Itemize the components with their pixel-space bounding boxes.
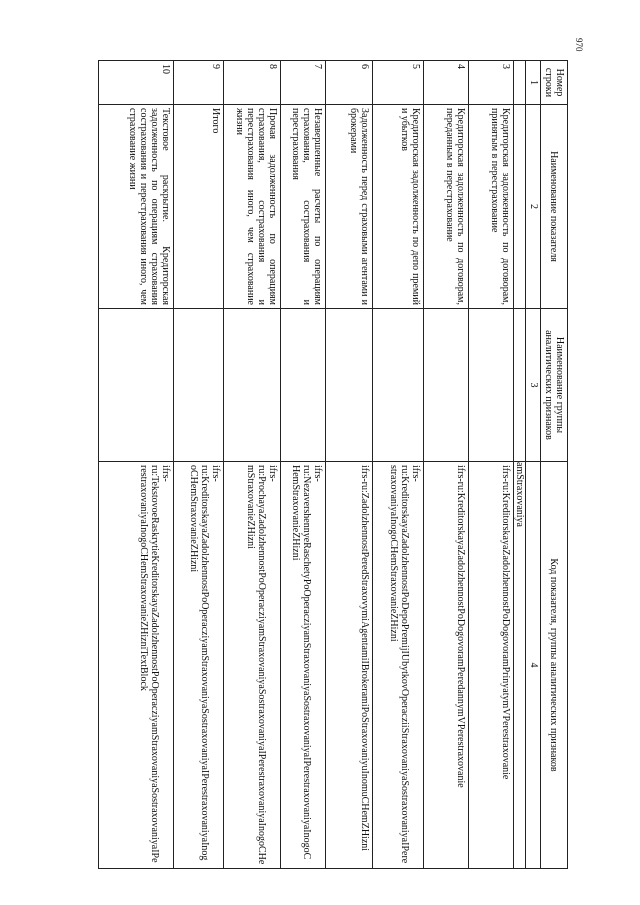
- group-name-cell: [373, 309, 424, 462]
- column-number: 1: [526, 61, 540, 105]
- header-row-number: Номер строки: [540, 61, 567, 105]
- header-indicator-code: Код показателя, группы аналитических признаков: [540, 462, 567, 869]
- indicator-name-cell: [514, 105, 526, 309]
- row-number-cell: 9: [174, 61, 224, 105]
- table-row: [326, 61, 373, 869]
- group-name-cell: [514, 309, 526, 462]
- indicator-code-cell: ifrs-ru:ZadolzhennostPeredStraxovymiAgentamiIBrokeramiPoStraxovaniyuInomuCHemZHizni: [326, 462, 373, 869]
- row-number-cell: 6: [326, 61, 373, 105]
- indicator-code-cell: amStraxovaniya: [514, 462, 526, 869]
- row-number-cell: 10: [99, 61, 174, 105]
- indicator-name-cell: Незавершенные расчеты по операциям страхования, сострахования и перестрахования: [281, 105, 326, 309]
- group-name-cell: [469, 309, 514, 462]
- column-number: 2: [526, 105, 540, 309]
- indicator-code-cell: ifrs-ru:ProchayaZadolzhennostPoOperacziyamStraxovaniyaSostraxovaniyaIPerestraxovaniyaInogoCHemStraxovanieZHizni: [224, 462, 281, 869]
- column-number: 4: [526, 462, 540, 869]
- row-number-cell: [514, 61, 526, 105]
- page-number: 970: [574, 38, 584, 52]
- column-number-row: [526, 61, 540, 869]
- row-number-cell: 5: [373, 61, 424, 105]
- table-row: [281, 61, 326, 869]
- indicator-code-cell: ifrs-ru:KreditorskayaZadolzhennostPoDogovoramPrinyatymVPerestraxovanie: [469, 462, 514, 869]
- column-number: 3: [526, 309, 540, 462]
- table-row: [224, 61, 281, 869]
- row-number-cell: 4: [424, 61, 469, 105]
- indicator-name-cell: Текстовое раскрытие. Кредиторская задолженность по операциям страхования сострахования и перестрахования иного, чем страхование жизни: [99, 105, 174, 309]
- table-row: [174, 61, 224, 869]
- continuation-row: [514, 61, 526, 869]
- indicator-table: [98, 60, 568, 869]
- group-name-cell: [424, 309, 469, 462]
- indicator-name-cell: Кредиторская задолженность по депо премий и убытков: [373, 105, 424, 309]
- indicator-name-cell: Прочая задолженность по операциям страхования, сострахования и перестрахования иного, чем страхование жизни: [224, 105, 281, 309]
- indicator-name-cell: Задолженность перед страховыми агентами и брокерами: [326, 105, 373, 309]
- group-name-cell: [174, 309, 224, 462]
- indicator-name-cell: Кредиторская задолженность по договорам, принятым в перестрахование: [469, 105, 514, 309]
- indicator-code-cell: ifrs-ru:KreditorskayaZadolzhennostPoOperacziyamStraxovaniyaSostraxovaniyaIPerestraxovaniyaInogoCHemStraxovanieZHizni: [174, 462, 224, 869]
- table-row: [424, 61, 469, 869]
- row-number-cell: 7: [281, 61, 326, 105]
- header-indicator-name: Наименование показателя: [540, 105, 567, 309]
- indicator-code-cell: ifrs-ru:KreditorskayaZadolzhennostPoDepoPremijIUbytkovOperacziiStraxovaniyaSostraxovaniyaIPerestraxovaniyaInogoCHemStraxovanieZHizni: [373, 462, 424, 869]
- indicator-code-cell: ifrs-ru:NezavershennyeRaschetyPoOperacziyamStraxovaniyaSostraxovaniyaIPerestraxovaniyaInogoCHemStraxovanieZHizni: [281, 462, 326, 869]
- group-name-cell: [281, 309, 326, 462]
- group-name-cell: [326, 309, 373, 462]
- indicator-code-cell: ifrs-ru:TekstovoeRaskrytieKreditorskayaZadolzhennostPoOperacziyamStraxovaniyaSostraxovaniyaIPerestraxovaniyaInogoCHemStraxovanieZHizniTextBlock: [99, 462, 174, 869]
- header-group-name: Наименование группы аналитических признаков: [540, 309, 567, 462]
- group-name-cell: [224, 309, 281, 462]
- indicator-name-cell: Итого: [174, 105, 224, 309]
- table-row: [469, 61, 514, 869]
- group-name-cell: [99, 309, 174, 462]
- table-row: [99, 61, 174, 869]
- indicator-code-cell: ifrs-ru:KreditorskayaZadolzhennostPoDogovoramPeredannymVPerestraxovanie: [424, 462, 469, 869]
- header-row: [540, 61, 567, 869]
- row-number-cell: 3: [469, 61, 514, 105]
- table-row: [373, 61, 424, 869]
- indicator-name-cell: Кредиторская задолженность по договорам, переданным в перестрахование: [424, 105, 469, 309]
- row-number-cell: 8: [224, 61, 281, 105]
- rotated-table-sheet: [84, 60, 568, 868]
